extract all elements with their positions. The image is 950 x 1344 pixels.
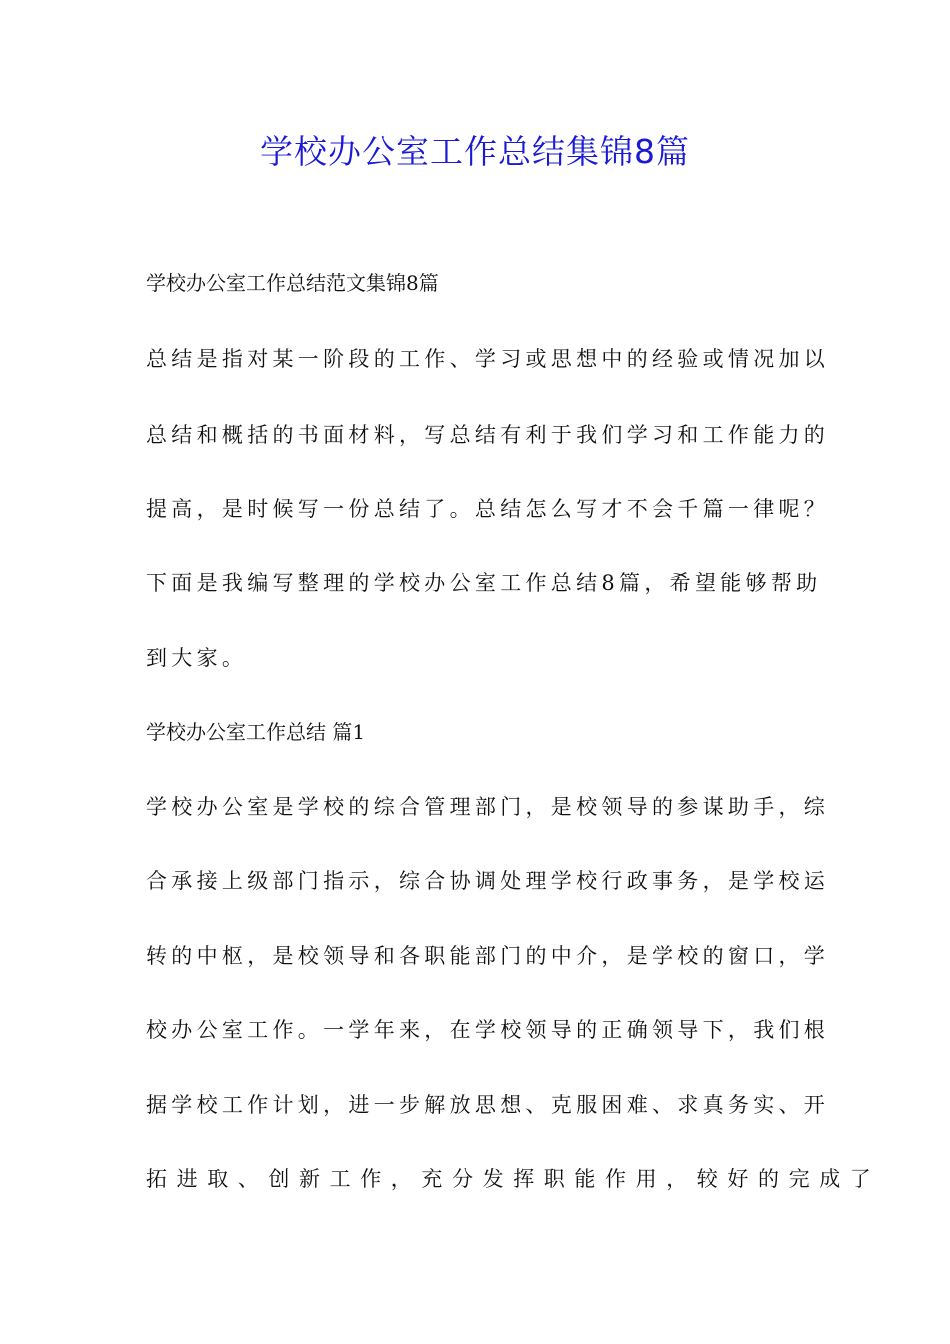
section-heading: 学校办公室工作总结 篇1 bbox=[146, 720, 366, 744]
section-line-5: 据学校工作计划，进一步解放思想、克服困难、求真务实、开 bbox=[146, 1093, 830, 1117]
intro-line-4: 下面是我编写整理的学校办公室工作总结8篇，希望能够帮助 bbox=[146, 571, 822, 595]
section-line-4: 校办公室工作。一学年来，在学校领导的正确领导下，我们根 bbox=[146, 1018, 830, 1042]
intro-line-3: 提高，是时候写一份总结了。总结怎么写才不会千篇一律呢？ bbox=[146, 497, 830, 521]
section-line-2: 合承接上级部门指示，综合协调处理学校行政事务，是学校运 bbox=[146, 869, 830, 893]
section-line-1: 学校办公室是学校的综合管理部门，是校领导的参谋助手，综 bbox=[146, 795, 830, 819]
intro-line-5: 到大家。 bbox=[146, 646, 248, 670]
document-subtitle: 学校办公室工作总结范文集锦8篇 bbox=[146, 271, 439, 295]
document-title: 学校办公室工作总结集锦8篇 bbox=[260, 132, 690, 171]
section-line-6: 拓进取、创新工作，充分发挥职能作用，较好的完成了 bbox=[146, 1167, 881, 1191]
section-line-3: 转的中枢，是校领导和各职能部门的中介，是学校的窗口，学 bbox=[146, 944, 830, 968]
intro-line-1: 总结是指对某一阶段的工作、学习或思想中的经验或情况加以 bbox=[146, 347, 830, 371]
intro-line-2: 总结和概括的书面材料，写总结有利于我们学习和工作能力的 bbox=[146, 423, 830, 447]
